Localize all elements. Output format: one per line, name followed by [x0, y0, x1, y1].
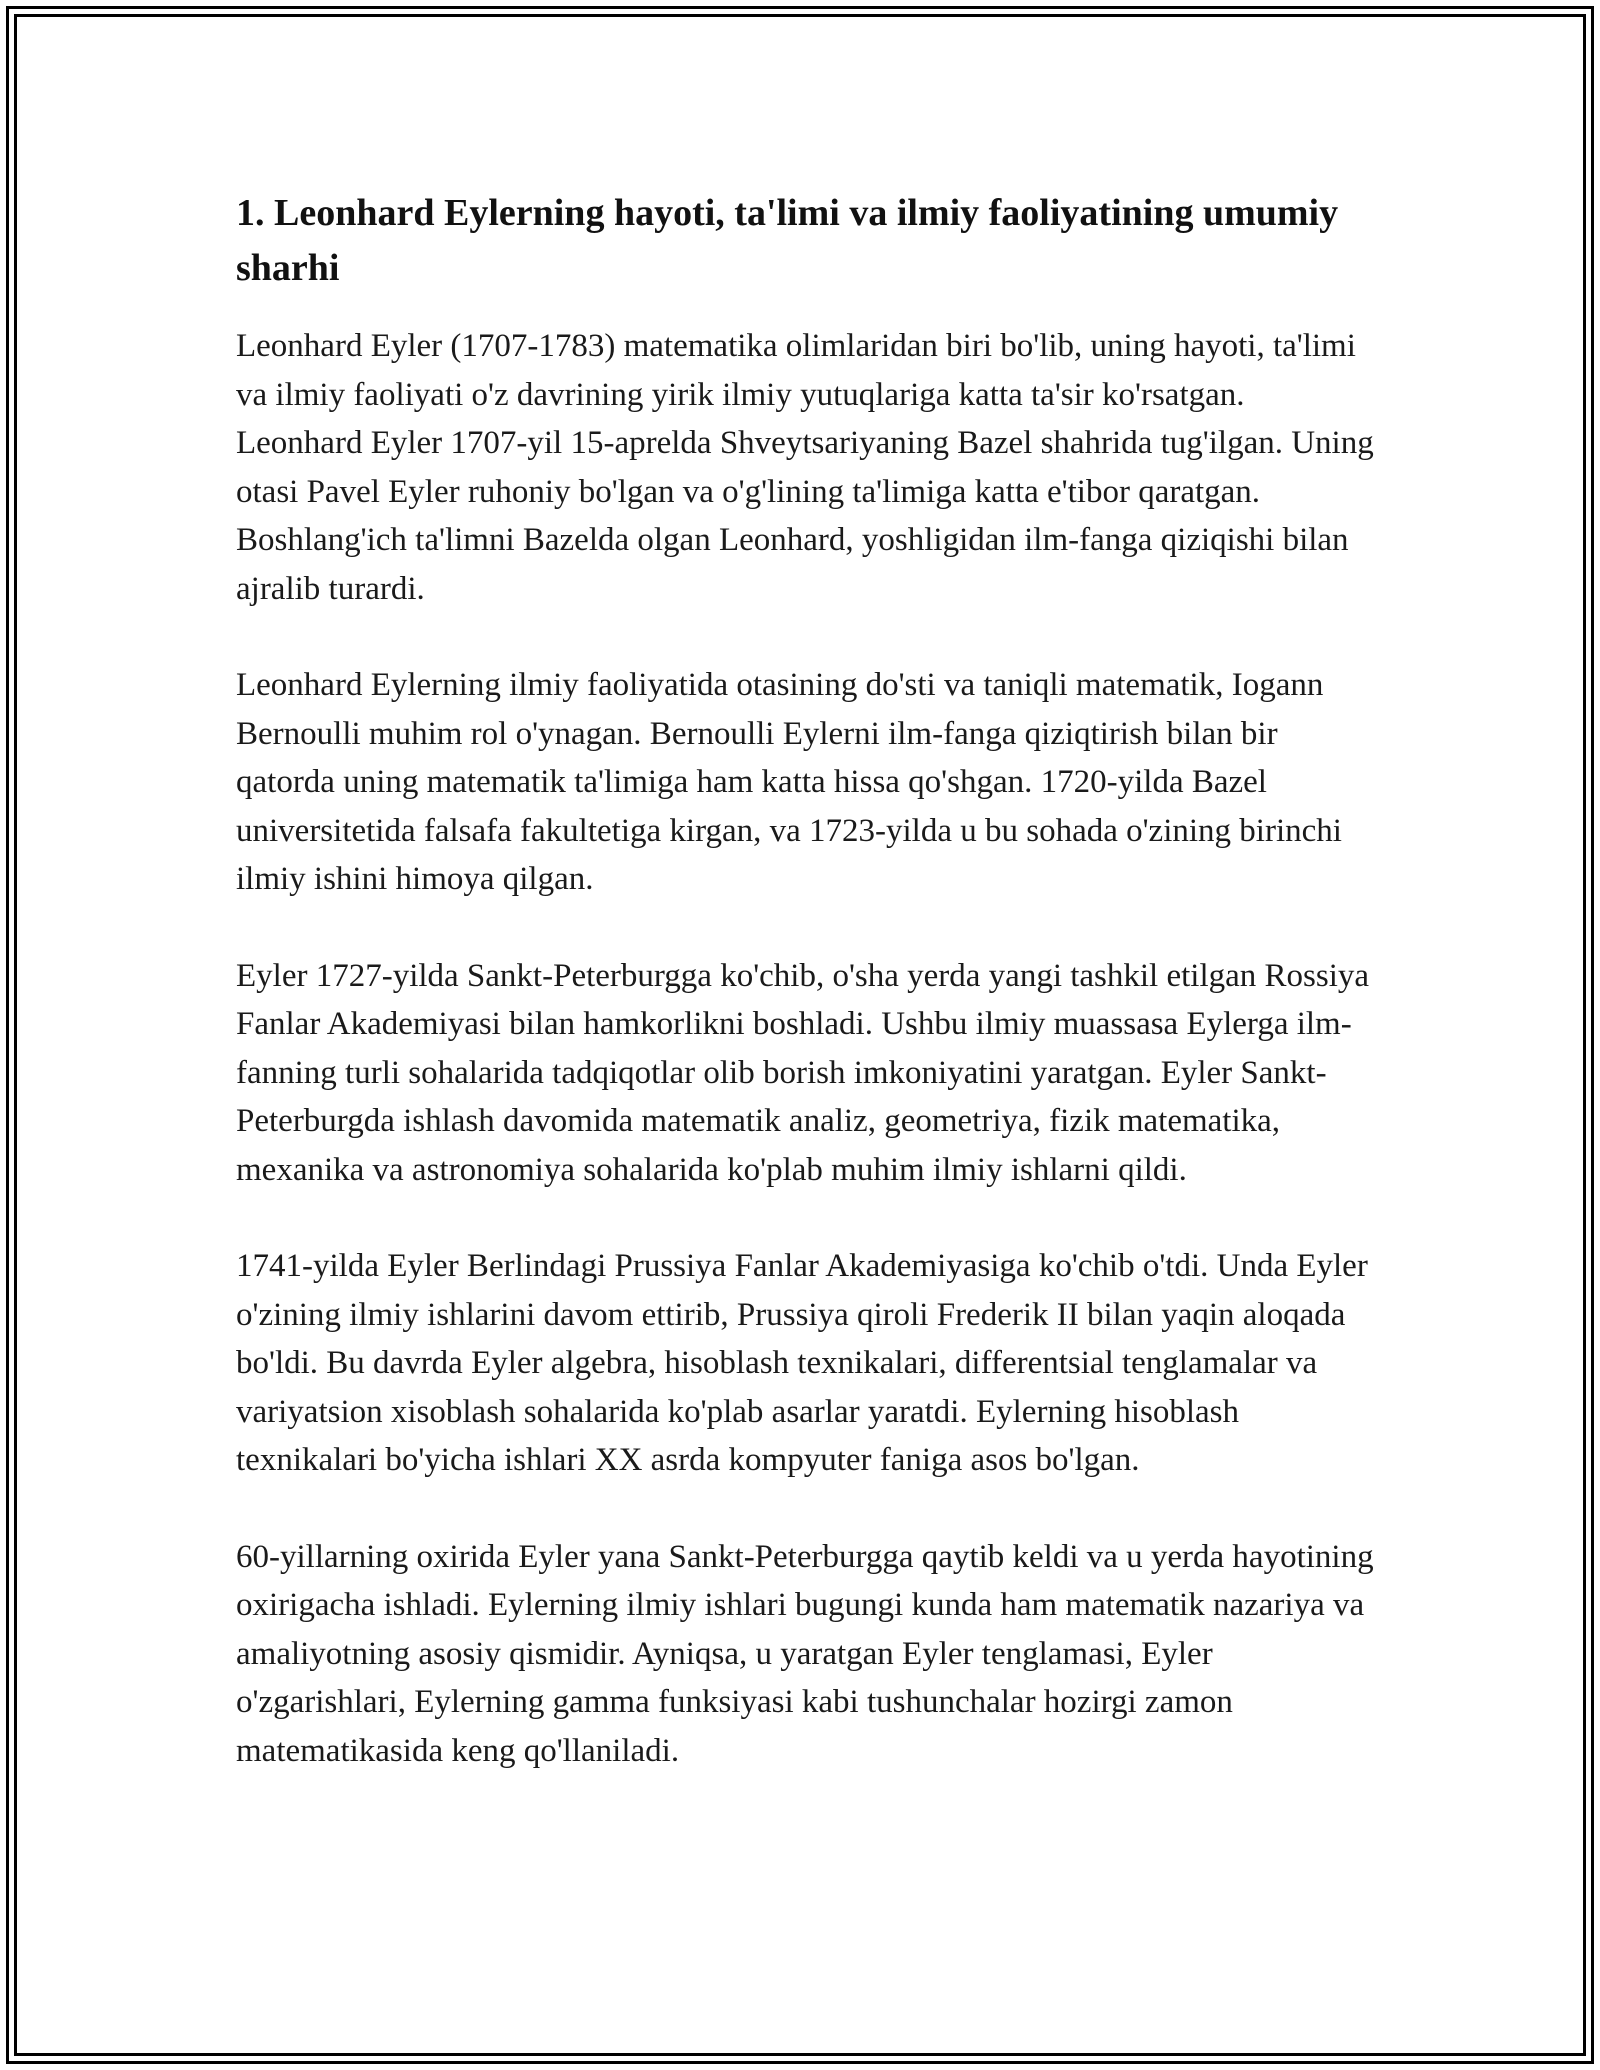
paragraph-saint-petersburg: Eyler 1727-yilda Sankt-Peterburgga ko'chib, o'sha yerda yangi tashkil etilgan Rossiya Fanlar Akademiyasi bilan hamkorlikni boshladi. Ushbu ilmiy muassasa Eylerga ilm-fanning turli sohalarida tadqiqotlar olib borish imkoniyatini yaratgan. Eyler Sankt-Peterburgda ishlash davomida matematik analiz, geometriya, fizik matematika, mexanika va astronomiya sohalarida ko'plab muhim ilmiy ishlarni qildi.: [236, 957, 1370, 1188]
paragraph-education: Leonhard Eylerning ilmiy faoliyatida otasining do'sti va taniqli matematik, Iogann Bernoulli muhim rol o'ynagan. Bernoulli Eylerni ilm-fanga qiziqtirish bilan bir qatorda uning matematik ta'limiga ham katta hissa qo'shgan. 1720-yilda Bazel universitetida falsafa fakultetiga kirgan, va 1723-yilda u bu sohada o'zining birinchi ilmiy ishini himoya qilgan.: [236, 667, 1342, 897]
paragraph-berlin: 1741-yilda Eyler Berlindagi Prussiya Fanlar Akademiyasiga ko'chib o'tdi. Unda Eyler o'zining ilmiy ishlarini davom ettirib, Prussiya qiroli Frederik II bilan yaqin aloqada bo'ldi. Bu davrda Eyler algebra, hisoblash texnikalari, differentsial tenglamalar va variyatsion xisoblash sohalarida ko'plab asarlar yaratdi. Eylerning hisoblash texnikalari bo'yicha ishlari XX asrda kompyuter faniga asos bo'lgan.: [236, 1248, 1368, 1478]
paragraph-early-life: Leonhard Eyler (1707-1783) matematika olimlaridan biri bo'lib, uning hayoti, ta'limi va ilmiy faoliyati o'z davrining yirik ilmiy yutuqlariga katta ta'sir ko'rsatgan. Leonhard Eyler 1707-yil 15-aprelda Shveytsariyaning Bazel shahrida tug'ilgan. Uning otasi Pavel Eyler ruhoniy bo'lgan va o'g'lining ta'limiga katta e'tibor qaratgan. Boshlang'ich ta'limni Bazelda olgan Leonhard, yoshligidan ilm-fanga qiziqishi bilan ajralib turardi.: [236, 328, 1374, 607]
document-body: [236, 186, 1376, 1823]
section-heading: 1. Leonhard Eylerning hayoti, ta'limi va ilmiy faoliyatining umumiy sharhi: [236, 192, 1339, 289]
paragraph-later-years: 60-yillarning oxirida Eyler yana Sankt-Peterburgga qaytib keldi va u yerda hayotining oxirigacha ishladi. Eylerning ilmiy ishlari bugungi kunda ham matematik nazariya va amaliyotning asosiy qismidir. Ayniqsa, u yaratgan Eyler tenglamasi, Eyler o'zgarishlari, Eylerning gamma funksiyasi kabi tushunchalar hozirgi zamon matematikasida keng qo'llaniladi.: [236, 1538, 1374, 1769]
